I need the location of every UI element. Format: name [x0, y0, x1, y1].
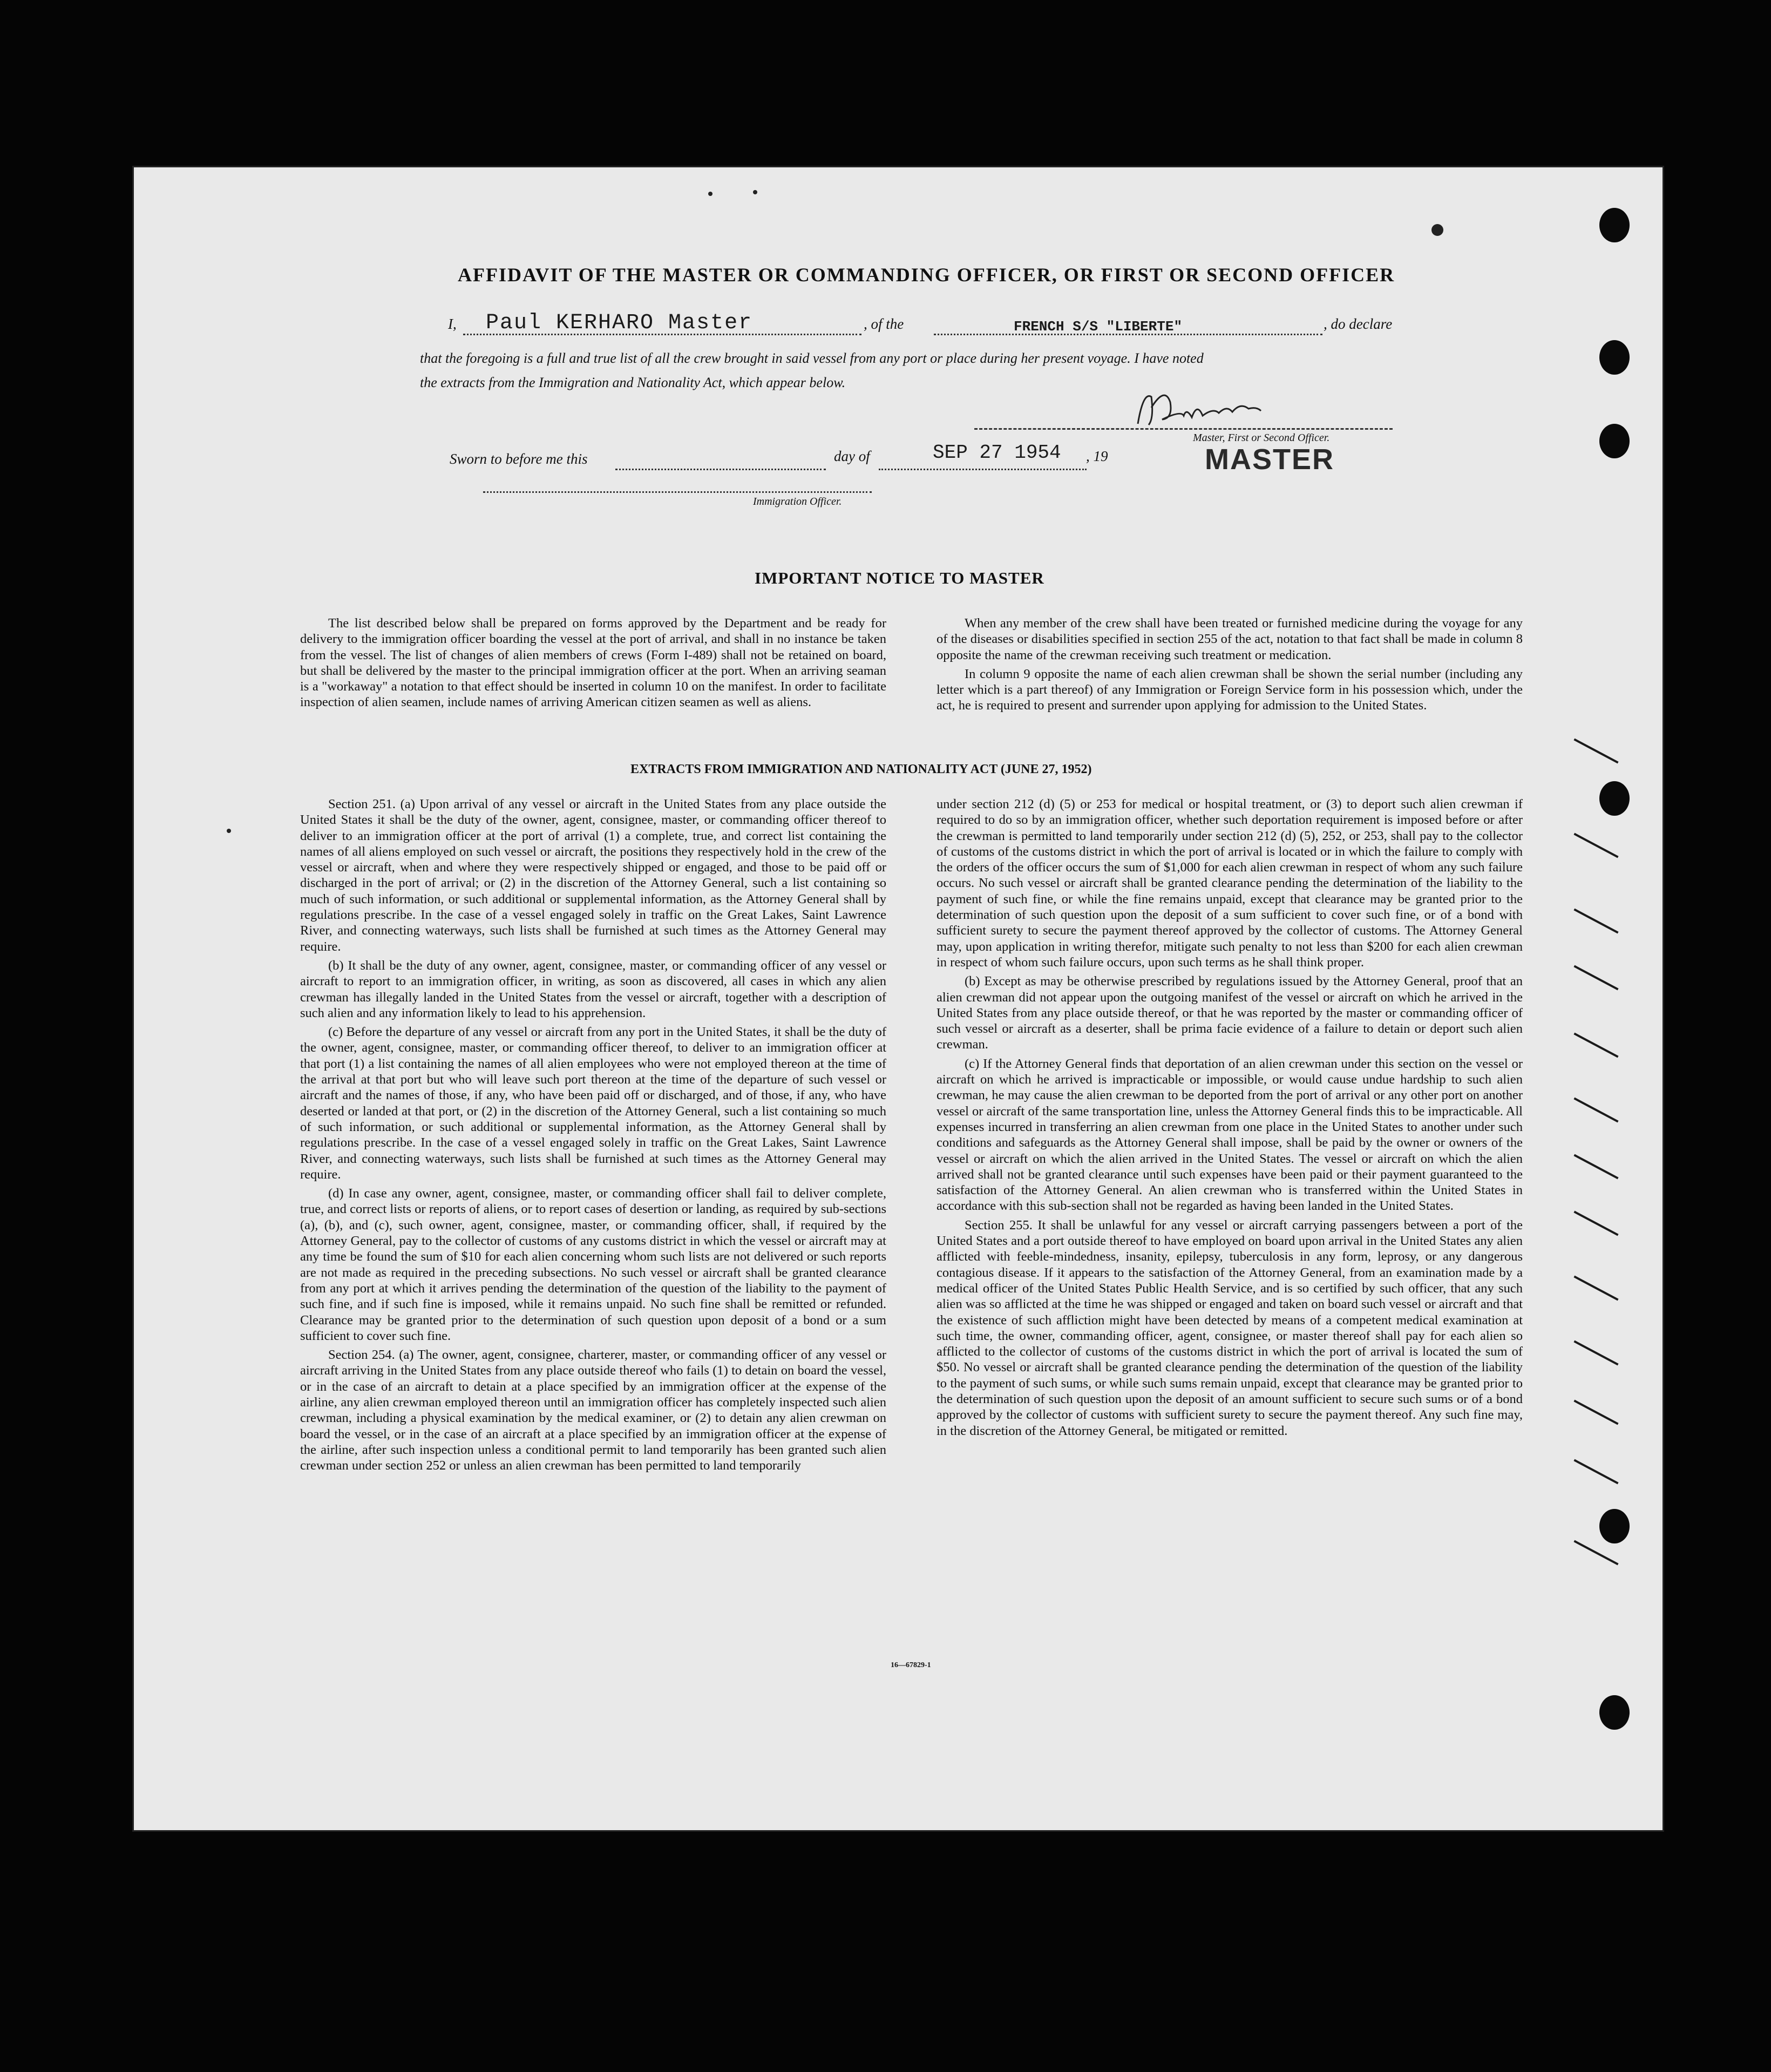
sworn-day-line [615, 469, 826, 470]
punch-hole [1599, 1695, 1630, 1730]
signature-line [974, 428, 1393, 430]
statute-paragraph: (b) Except as may be otherwise prescribed by regulations issued by the Attorney General, proof that an alien crewman did not appear upon the outgoing manifest of the vessel or aircraft on which he arrived in the United States from any place outside thereof, or that he was reported by the master or commanding officer of such vessel or aircraft as a deserter, shall be prima facie evidence of a failure to detain or deport such alien crewman. [937, 974, 1523, 1052]
sworn-label: Sworn to before me this [450, 451, 588, 467]
statute-paragraph: (b) It shall be the duty of any owner, agent, consignee, master, or commanding officer of any vessel or aircraft to report to an immigration officer, in writing, as soon as discovered, all cases in which any alien crewman has illegally landed in the United States from the vessel or aircraft, together with a description of such alien and any information likely to lead to his apprehension. [300, 958, 886, 1020]
punch-hole [1599, 208, 1630, 242]
statute-paragraph: Section 255. It shall be unlawful for any vessel or aircraft carrying passengers between a port of the United States and a port outside thereof to have employed on board upon arrival in the United States any alien afflicted with feeble-mindedness, insanity, epilepsy, tuberculosis in any form, leprosy, or any dangerous contagious disease. If it appears to the satisfaction of the Attorney General, from an examination made by a medical officer of the United States Public Health Service, and is so certified by such officer, that any such alien was so afflicted at the time he was shipped or engaged and taken on board such vessel or aircraft and that the existence of such affliction might have been detected by means of a competent medical examination at such time, the owner, commanding officer, agent, consignee, or master thereof shall pay for each alien so afflicted to the collector of customs of the customs district in which the port of arrival is located the sum of $50. No vessel or aircraft shall be granted clearance pending the determination of the question of the liability to the payment of such sums, or while such sums remain unpaid, except that clearance may be granted prior to the determination of such question upon the deposit of an amount sufficient to secure such sums or of a bond approved by the collector of customs with sufficient surety to secure the payment thereof. Any such fine may, in the discretion of the Attorney General, be mitigated or remitted. [937, 1217, 1523, 1438]
extracts-heading: EXTRACTS FROM IMMIGRATION AND NATIONALITY ACT (JUNE 27, 1952) [630, 762, 1092, 776]
of-the-label: , of the [864, 316, 904, 332]
speck [227, 829, 231, 833]
statute-paragraph: (d) In case any owner, agent, consignee, master, or commanding officer shall fail to deliver complete, true, and correct lists or reports of aliens, or to report cases of desertion or landing, as required by sub-sections (a), (b), and (c), such owner, agent, consignee, master, or commanding officer, shall, if required by the Attorney General, pay to the collector of customs of any customs district in which the vessel or aircraft may at any time be found the sum of $10 for each alien concerning whom such lists are not delivered or such reports are not made as required in the preceding subsections. No such vessel or aircraft shall be granted clearance from any port at which it arrives pending the determination of the question of the liability to the payment of such fine, and if such fine is imposed, while it remains unpaid. No such fine shall be remitted or refunded. Clearance may be granted prior to the determination of such question upon deposit of a bond or a sum sufficient to cover such fine. [300, 1186, 886, 1343]
notice-left-column [300, 615, 886, 714]
notice-right-column [937, 615, 1523, 717]
notice-heading: IMPORTANT NOTICE TO MASTER [755, 568, 1044, 587]
officer-line [483, 491, 872, 493]
statute-paragraph: (c) If the Attorney General finds that deportation of an alien crewman under this section on the vessel or aircraft on which he arrived is impracticable or impossible, or would cause undue hardship to such alien crewman, he may cause the alien crewman to be deported from the port of arrival or any other port on another vessel or aircraft of the same transportation line, unless the Attorney General finds this to be impracticable. All expenses incurred in transferring an alien crewman from one place in the United States to another under such conditions and safeguards as the Attorney General shall impose, shall be paid by the owner or owners of the vessel or aircraft on which the alien arrived in the United States. The vessel or aircraft on which the alien arrived shall not be granted clearance until such expenses have been paid or their payment guaranteed to the satisfaction of the Attorney General. An alien crewman who is transferred within the United States in accordance with this sub-section shall not be regarded as having been landed in the United States. [937, 1056, 1523, 1214]
speck [708, 192, 713, 196]
immigration-officer-caption: Immigration Officer. [753, 496, 842, 507]
year-label: , 19 [1086, 448, 1108, 464]
statute-paragraph: Section 251. (a) Upon arrival of any vessel or aircraft in the United States from any place outside the United States it shall be the duty of the owner, agent, consignee, master, or commanding officer thereof to deliver to an immigration officer at the port of arrival (1) a complete, true, and correct list containing the names of all aliens employed on such vessel or aircraft, the positions they respectively hold in the crew of the vessel or aircraft, when and where they were respectively shipped or engaged, and those to be paid off or discharged in the port of arrival; or (2) in the discretion of the Attorney General, such a list containing so much of such information, or such additional or supplemental information, as the Attorney General shall by regulations prescribe. In the case of a vessel engaged solely in traffic on the Great Lakes, Saint Lawrence River, and connecting waterways, such lists shall be furnished at such times as the Attorney General may require. [300, 797, 886, 954]
signature-caption: Master, First or Second Officer. [1193, 432, 1330, 444]
statute-paragraph: Section 254. (a) The owner, agent, consignee, charterer, master, or commanding officer of any vessel or aircraft arriving in the United States from any place outside thereof who fails (1) to detain on board the vessel, or in the case of an aircraft to detain at a place specified by an immigration officer at the expense of the airline, any alien crewman employed thereon until an immigration officer has completely inspected such alien crewman, including a physical examination by the medical examiner, or (2) to detain any alien crewman on board the vessel, or in the case of an aircraft at a place specified by an immigration officer at the expense of the airline, after such inspection unless a conditional permit to land temporarily has been granted such alien crewman under section 252 or unless an alien crewman has been permitted to land temporarily [300, 1348, 886, 1473]
notice-paragraph: The list described below shall be prepared on forms approved by the Department and be ready for delivery to the immigration officer boarding the vessel at the port of arrival, and shall in no instance be taken from the vessel. The list of changes of alien members of crews (Form I-489) shall not be retained on board, but shall be delivered by the master to the principal immigration officer at the port. When an arriving seaman is a "workaway" a notation to that effect should be inserted in column 10 on the manifest. In order to facilitate inspection of alien seamen, include names of arriving American citizen seamen as well as aliens. [300, 616, 886, 710]
speck [753, 190, 757, 194]
day-of-label: day of [834, 448, 870, 464]
sworn-date: SEP 27 1954 [933, 442, 1061, 464]
declaration-line-1: that the foregoing is a full and true list of all the crew brought in said vessel from any port or place during her present voyage. I have noted [420, 350, 1204, 366]
do-declare-label: , do declare [1324, 316, 1393, 332]
affidavit-title: AFFIDAVIT OF THE MASTER OR COMMANDING OFFICER, OR FIRST OR SECOND OFFICER [458, 264, 1395, 286]
punch-hole [1599, 340, 1630, 375]
notice-paragraph: When any member of the crew shall have been treated or furnished medicine during the voyage for any of the diseases or disabilities specified in section 255 of the act, notation to that fact shall be made in column 8 opposite the name of the crewman receiving such treatment or medication. [937, 616, 1523, 662]
vessel-name: FRENCH S/S "LIBERTE" [1014, 319, 1183, 335]
punch-hole [1599, 781, 1630, 816]
sworn-date-line [879, 469, 1087, 470]
statute-paragraph: (c) Before the departure of any vessel or aircraft from any port in the United States, it shall be the duty of the owner, agent, consignee, master, or commanding officer thereof, to deliver to an immigration officer at that port (1) a list containing the names of all alien employees who were not employed thereon at the time of the arrival at that port but who will leave such port thereon at the time of the departure of such vessel or aircraft and the names of those, if any, who have been paid off or discharged, and of those, if any, who have deserted or landed at that port, or (2) in the discretion of the Attorney General, such a list containing so much of such information, or such additional or supplemental information, as the Attorney General shall by regulations prescribe. In the case of a vessel engaged solely in traffic on the Great Lakes, Saint Lawrence River, and connecting waterways, such lists shall be furnished at such times as the Attorney General may require. [300, 1025, 886, 1182]
statute-paragraph: under section 212 (d) (5) or 253 for medical or hospital treatment, or (3) to deport such alien crewman if required to do so by an immigration officer, whether such deportation requirement is imposed before or after the crewman is permitted to land temporarily under section 212 (d) (5), 252, or 253, shall pay to the collector of customs of the customs district in which the port of arrival is located or in which the failure to comply with the orders of the officer occurs the sum of $1,000 for each alien crewman in respect of whom any such failure occurs. No such vessel or aircraft shall be granted clearance pending the determination of the liability to the payment of such fine, or while the fine remains unpaid, except that clearance may be granted prior to the determination of such question upon the deposit of a sum sufficient to cover such fine, or of a bond with sufficient surety to secure the payment thereof approved by the collector of customs. The Attorney General may, upon application in writing therefor, mitigate such penalty to not less than $200 for each alien crewman in respect of whom such failure occurs, upon such terms as he shall think proper. [937, 797, 1523, 970]
speck [1431, 224, 1443, 236]
notice-paragraph: In column 9 opposite the name of each alien crewman shall be shown the serial number (including any letter which is a part thereof) of any Immigration or Foreign Service form in his possession which, under the act, he is required to present and surrender upon applying for admission to the United States. [937, 666, 1523, 713]
punch-hole [1599, 1509, 1630, 1543]
punch-hole [1599, 424, 1630, 458]
handwritten-signature [1132, 386, 1262, 435]
extracts-left-column [300, 796, 886, 1477]
i-label: I, [448, 316, 457, 332]
master-name: Paul KERHARO Master [486, 311, 753, 335]
extracts-right-column [937, 796, 1523, 1442]
form-number: 16—67829-1 [891, 1661, 931, 1669]
declaration-line-2: the extracts from the Immigration and Nationality Act, which appear below. [420, 375, 846, 390]
master-stamp: MASTER [1205, 443, 1334, 476]
